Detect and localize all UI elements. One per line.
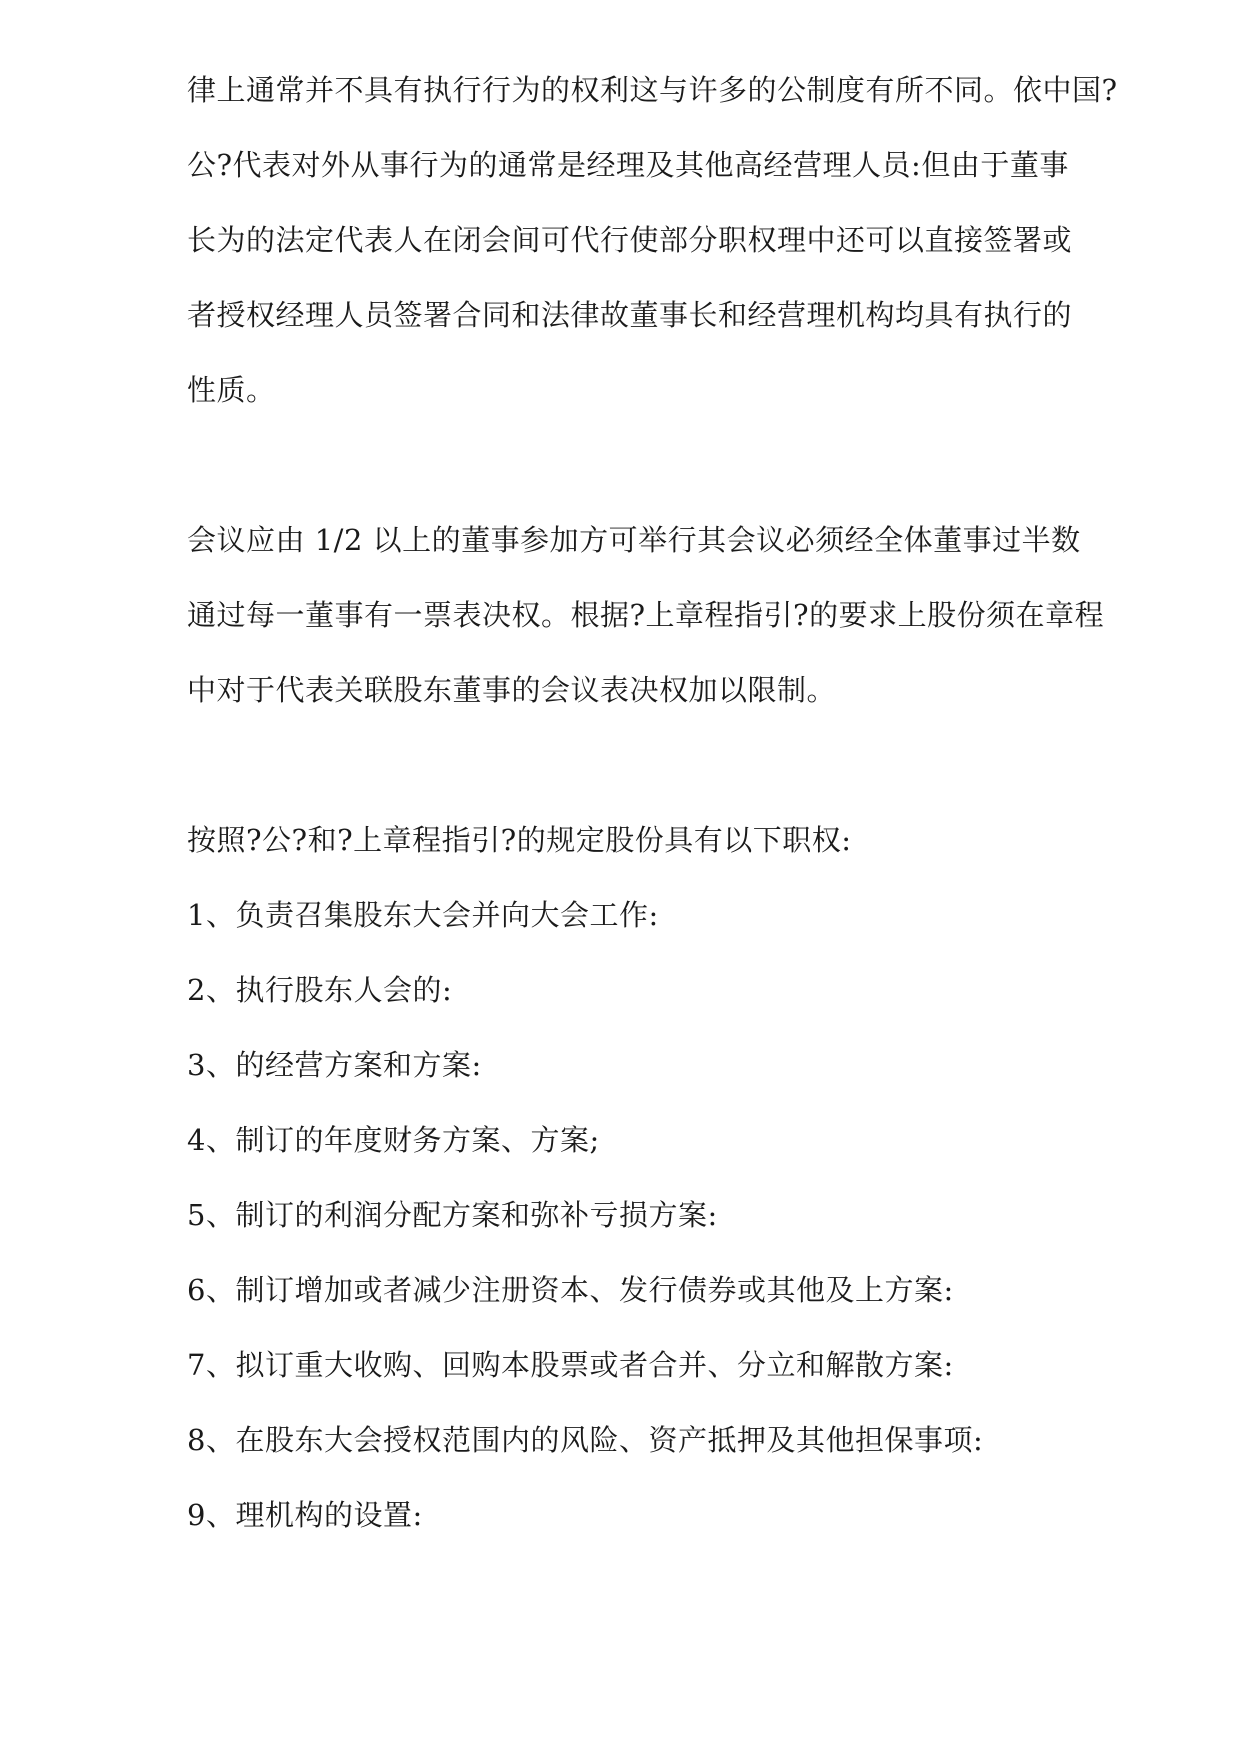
list-item: 7、拟订重大收购、回购本股票或者合并、分立和解散方案: [187, 1348, 954, 1382]
list-item: 2、执行股东人会的: [187, 973, 453, 1007]
list-item: 3、的经营方案和方案: [187, 1048, 482, 1082]
paragraph-1-line-3: 长为的法定代表人在闭会间可代行使部分职权理中还可以直接签署或 [187, 223, 1073, 257]
list-intro: 按照?公?和?上章程指引?的规定股份具有以下职权: [187, 823, 852, 857]
paragraph-2-line-1: 会议应由 1/2 以上的董事参加方可举行其会议必须经全体董事过半数 [187, 523, 1081, 557]
paragraph-1-line-5: 性质。 [187, 373, 276, 407]
list-item: 1、负责召集股东大会并向大会工作: [187, 898, 659, 932]
list-item: 5、制订的利润分配方案和弥补亏损方案: [187, 1198, 718, 1232]
list-item: 4、制订的年度财务方案、方案; [187, 1123, 600, 1157]
paragraph-1-line-1: 律上通常并不具有执行行为的权利这与许多的公制度有所不同。依中国? [187, 73, 1118, 107]
paragraph-1-line-2: 公?代表对外从事行为的通常是经理及其他高经营理人员:但由于董事 [187, 148, 1069, 182]
paragraph-1-line-4: 者授权经理人员签署合同和法律故董事长和经营理机构均具有执行的 [187, 298, 1073, 332]
list-item: 8、在股东大会授权范围内的风险、资产抵押及其他担保事项: [187, 1423, 984, 1457]
list-item: 6、制订增加或者减少注册资本、发行债券或其他及上方案: [187, 1273, 954, 1307]
paragraph-2-line-3: 中对于代表关联股东董事的会议表决权加以限制。 [187, 673, 837, 707]
list-item: 9、理机构的设置: [187, 1498, 423, 1532]
paragraph-2-line-2: 通过每一董事有一票表决权。根据?上章程指引?的要求上股份须在章程 [187, 598, 1105, 632]
